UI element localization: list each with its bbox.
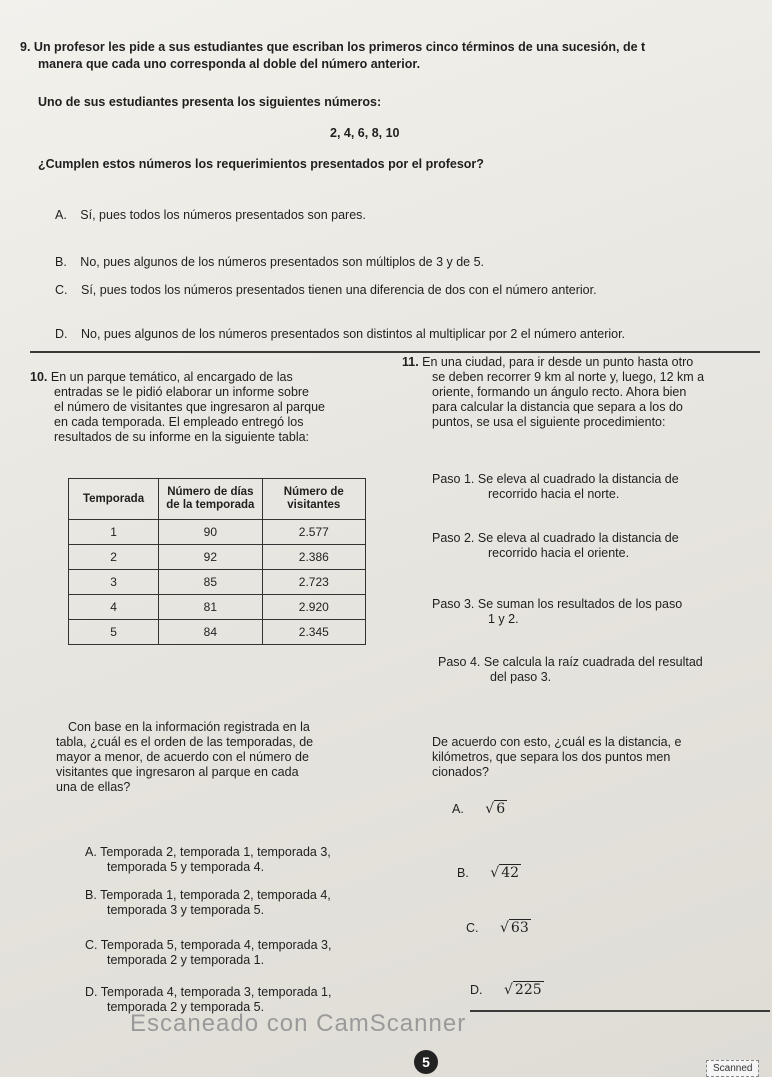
sqrt-expression: √ 225 <box>503 982 542 998</box>
divider-line <box>470 1010 770 1012</box>
q10-line: entradas se le pidió elaborar un informe sobre <box>54 385 310 399</box>
q10-option-letter: D. <box>85 985 98 999</box>
radicand: 42 <box>501 865 520 881</box>
q10-line: En un parque temático, al encargado de las <box>50 370 293 384</box>
table-cell: 2.577 <box>262 520 365 545</box>
q9-option-text: No, pues algunos de los números presentados son distintos al multiplicar por 2 el número anterior. <box>80 327 626 341</box>
q11-option-c[interactable] <box>466 921 531 936</box>
q9-option-c[interactable] <box>55 283 597 298</box>
q9-prompt-text: Un profesor les pide a sus estudiantes que escriban los primeros cinco términos de una sucesión, de t <box>33 40 646 54</box>
q10-option-text: Temporada 1, temporada 2, temporada 4, <box>100 888 331 902</box>
q10-option-text: temporada 2 y temporada 5. <box>107 1000 265 1014</box>
table-row <box>69 545 366 570</box>
q11-question-line: kilómetros, que separa los dos puntos men <box>432 750 671 764</box>
sqrt-expression: √ 42 <box>490 865 520 881</box>
q10-line: resultados de su informe en la siguiente tabla: <box>54 430 310 444</box>
q11-number: 11. <box>402 355 419 369</box>
q10-number: 10. <box>30 370 48 384</box>
q10-option-text: temporada 3 y temporada 5. <box>107 903 265 917</box>
table-cell: 3 <box>69 570 159 595</box>
q11-option-letter: D. <box>470 983 483 997</box>
q10-option-text: Temporada 2, temporada 1, temporada 3, <box>100 845 331 859</box>
q10-option-text: Temporada 5, temporada 4, temporada 3, <box>100 938 332 952</box>
q11-step-line: Paso 2. Se eleva al cuadrado la distancia de <box>432 531 679 545</box>
q11-step-line: recorrido hacia el oriente. <box>488 546 630 560</box>
table-header-cell: Temporada <box>69 479 159 520</box>
page-number: 5 <box>414 1050 438 1074</box>
q10-question-line: tabla, ¿cuál es el orden de las temporadas, de <box>56 735 314 749</box>
q9-sequence: 2, 4, 6, 8, 10 <box>330 126 400 140</box>
q10-line: en cada temporada. El empleado entregó los <box>54 415 304 429</box>
q10-question-line: mayor a menor, de acuerdo con el número de <box>56 750 309 764</box>
q11-option-letter: C. <box>466 921 479 935</box>
q11-line: se deben recorrer 9 km al norte y, luego, 12 km a <box>432 370 705 384</box>
q11-line: oriente, formando un ángulo recto. Ahora bien <box>432 385 687 399</box>
q10-option-text: Temporada 4, temporada 3, temporada 1, <box>100 985 332 999</box>
q11-step-line: Paso 4. Se calcula la raíz cuadrada del resultad <box>438 655 703 669</box>
q9-intro: Uno de sus estudiantes presenta los siguientes números: <box>38 95 382 109</box>
q9-option-letter: A. <box>55 208 67 222</box>
table-header-cell: Número de visitantes <box>262 479 365 520</box>
table-cell: 2.386 <box>262 545 365 570</box>
q10-question-line: una de ellas? <box>56 780 131 794</box>
q11-step-1 <box>432 472 772 502</box>
q11-statement <box>402 355 772 430</box>
table-cell: 2.723 <box>262 570 365 595</box>
q10-statement <box>30 370 380 445</box>
q9-option-a[interactable] <box>55 208 366 223</box>
q9-option-b[interactable] <box>55 255 484 270</box>
scanned-label: Scanned <box>706 1060 759 1077</box>
table-cell: 90 <box>159 520 263 545</box>
q10-option-letter: A. <box>85 845 97 859</box>
q11-step-3 <box>432 597 772 627</box>
q11-step-line: del paso 3. <box>490 670 552 684</box>
camscanner-watermark: Escaneado con CamScanner <box>130 1010 467 1037</box>
table-header-row <box>69 479 366 520</box>
q11-step-line: 1 y 2. <box>488 612 519 626</box>
q9-option-d[interactable] <box>55 327 625 342</box>
q9-option-letter: C. <box>55 283 68 297</box>
q10-question <box>56 720 398 795</box>
table-row <box>69 570 366 595</box>
q9-option-letter: D. <box>55 327 68 341</box>
q9-prompt-line2: manera que cada uno corresponda al doble del número anterior. <box>38 57 421 71</box>
q10-option-text: temporada 5 y temporada 4. <box>107 860 265 874</box>
table-row <box>69 520 366 545</box>
table-cell: 84 <box>159 620 263 645</box>
radicand: 63 <box>510 920 529 936</box>
q9-option-text: No, pues algunos de los números presentados son múltiplos de 3 y de 5. <box>80 255 485 269</box>
q11-option-b[interactable] <box>457 866 521 881</box>
table-cell: 81 <box>159 595 263 620</box>
q10-question-line: Con base en la información registrada en la <box>68 720 310 734</box>
table-row <box>69 595 366 620</box>
visitors-table <box>68 478 366 645</box>
q11-step-line: Paso 1. Se eleva al cuadrado la distancia de <box>432 472 679 486</box>
q10-option-text: temporada 2 y temporada 1. <box>107 953 265 967</box>
divider-line <box>30 351 760 353</box>
q9-option-text: Sí, pues todos los números presentados tienen una diferencia de dos con el número anterior. <box>80 283 597 297</box>
table-cell: 5 <box>69 620 159 645</box>
q11-line: En una ciudad, para ir desde un punto hasta otro <box>422 355 694 369</box>
q11-question <box>432 735 772 780</box>
table-cell: 1 <box>69 520 159 545</box>
q11-step-line: recorrido hacia el norte. <box>488 487 620 501</box>
table-cell: 85 <box>159 570 263 595</box>
table-header-cell: Número de días de la temporada <box>159 479 263 520</box>
q10-option-b[interactable] <box>85 888 405 918</box>
q10-option-letter: C. <box>85 938 98 952</box>
table-cell: 4 <box>69 595 159 620</box>
q10-option-a[interactable] <box>85 845 405 875</box>
q10-question-line: visitantes que ingresaron al parque en cada <box>56 765 299 779</box>
q11-step-4 <box>438 655 772 685</box>
q11-line: puntos, se usa el siguiente procedimiento: <box>432 415 666 429</box>
q9-option-text: Sí, pues todos los números presentados son pares. <box>80 208 366 222</box>
q9-option-letter: B. <box>55 255 67 269</box>
q11-line: para calcular la distancia que separa a los do <box>432 400 683 414</box>
q9-prompt <box>20 40 760 55</box>
q11-step-2 <box>432 531 772 561</box>
table-row <box>69 620 366 645</box>
q9-question: ¿Cumplen estos números los requerimientos presentados por el profesor? <box>38 157 484 171</box>
q10-option-letter: B. <box>85 888 97 902</box>
sqrt-expression: √ 63 <box>499 920 529 936</box>
q11-question-line: De acuerdo con esto, ¿cuál es la distancia, e <box>432 735 682 749</box>
q10-line: el número de visitantes que ingresaron al parque <box>54 400 326 414</box>
table-cell: 2.345 <box>262 620 365 645</box>
table-cell: 2 <box>69 545 159 570</box>
q9-number: 9. <box>20 40 31 54</box>
q10-option-c[interactable] <box>85 938 405 968</box>
q11-option-d[interactable] <box>470 983 544 998</box>
q11-step-line: Paso 3. Se suman los resultados de los paso <box>432 597 683 611</box>
table-cell: 2.920 <box>262 595 365 620</box>
radicand: 6 <box>496 801 506 817</box>
q11-question-line: cionados? <box>432 765 489 779</box>
sqrt-expression: √ 6 <box>485 801 506 817</box>
radicand: 225 <box>514 982 542 998</box>
q11-option-a[interactable] <box>452 802 507 817</box>
q11-option-letter: A. <box>452 802 464 816</box>
table-cell: 92 <box>159 545 263 570</box>
q11-option-letter: B. <box>457 866 469 880</box>
